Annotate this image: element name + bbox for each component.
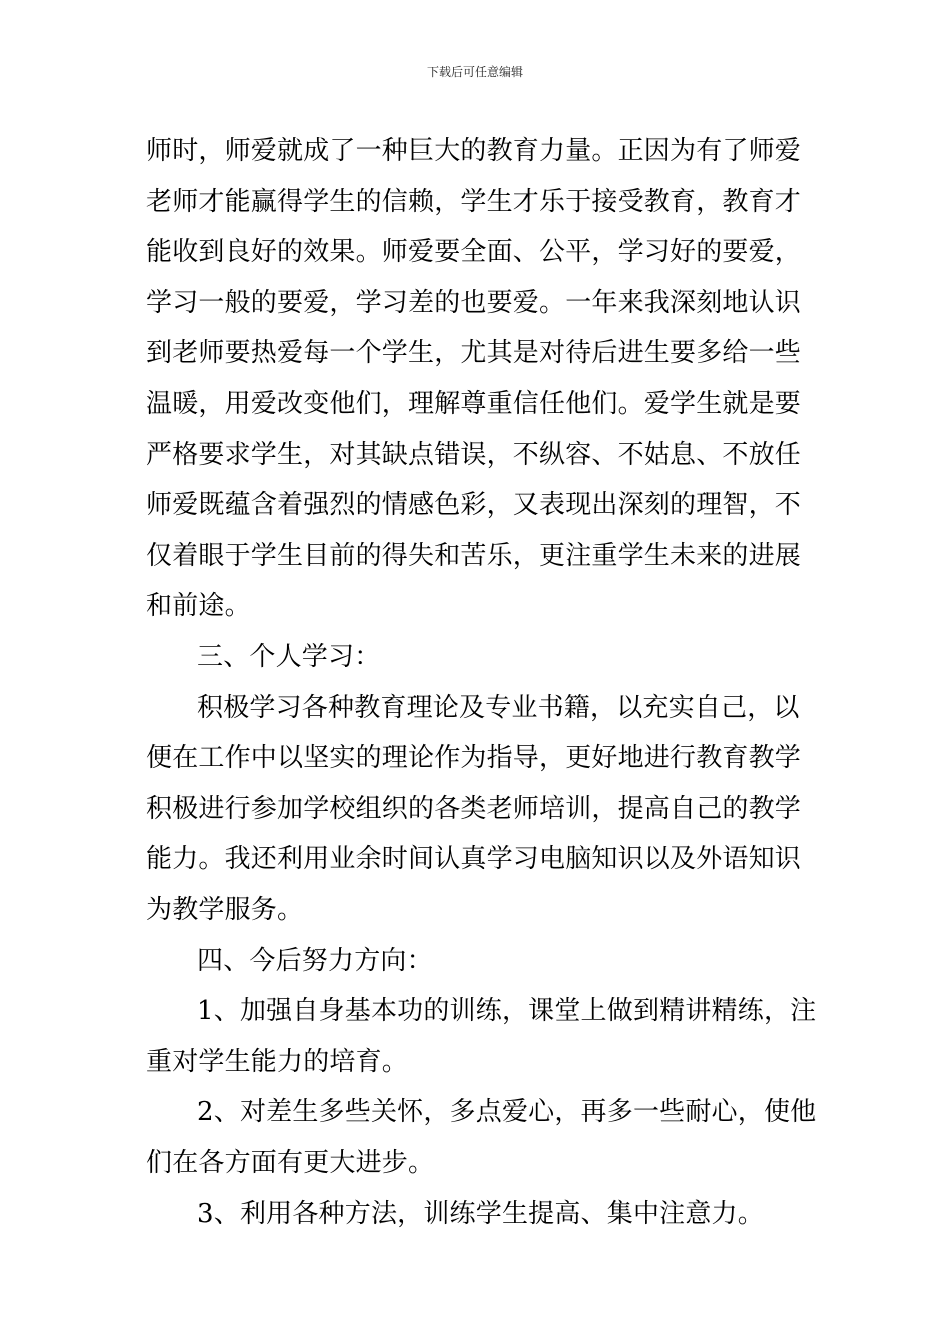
text-line: 师时，师爱就成了一种巨大的教育力量。正因为有了师爱 xyxy=(146,136,802,166)
list-item: 3、利用各种方法，训练学生提高、集中注意力。 xyxy=(197,1198,764,1229)
text-line: 严格要求学生，对其缺点错误，不纵容、不姑息、不放任 xyxy=(146,439,802,470)
text-line: 们在各方面有更大进步。 xyxy=(146,1148,435,1178)
text-line: 重对学生能力的培育。 xyxy=(146,1046,409,1077)
text-line: 老师才能赢得学生的信赖，学生才乐于接受教育，教育才 xyxy=(146,186,802,217)
text-line: 能力。我还利用业余时间认真学习电脑知识以及外语知识 xyxy=(146,844,802,875)
list-item: 2、对差生多些关怀，多点爱心，再多一些耐心，使他 xyxy=(197,1097,817,1128)
page-header: 下载后可任意编辑 xyxy=(426,65,523,79)
list-item: 1、加强自身基本功的训练，课堂上做到精讲精练，注 xyxy=(197,996,817,1027)
text-line: 能收到良好的效果。师爱要全面、公平，学习好的要爱， xyxy=(146,237,802,268)
text-line: 积极进行参加学校组织的各类老师培训，提高自己的教学 xyxy=(146,793,802,824)
text-line: 积极学习各种教育理论及专业书籍，以充实自己，以 xyxy=(197,692,800,723)
text-line: 和前途。 xyxy=(146,591,251,622)
text-line: 为教学服务。 xyxy=(146,895,304,925)
text-line: 温暖，用爱改变他们，理解尊重信任他们。爱学生就是要 xyxy=(146,389,802,419)
text-line: 便在工作中以坚实的理论作为指导，更好地进行教育教学 xyxy=(146,743,802,774)
section-heading: 三、个人学习： xyxy=(197,642,381,672)
text-line: 学习一般的要爱，学习差的也要爱。一年来我深刻地认识 xyxy=(146,287,802,318)
section-heading: 四、今后努力方向： xyxy=(197,945,433,976)
text-line: 仅着眼于学生目前的得失和苦乐，更注重学生未来的进展 xyxy=(146,540,802,571)
text-line: 到老师要热爱每一个学生，尤其是对待后进生要多给一些 xyxy=(146,338,802,369)
text-line: 师爱既蕴含着强烈的情感色彩，又表现出深刻的理智，不 xyxy=(146,490,802,521)
